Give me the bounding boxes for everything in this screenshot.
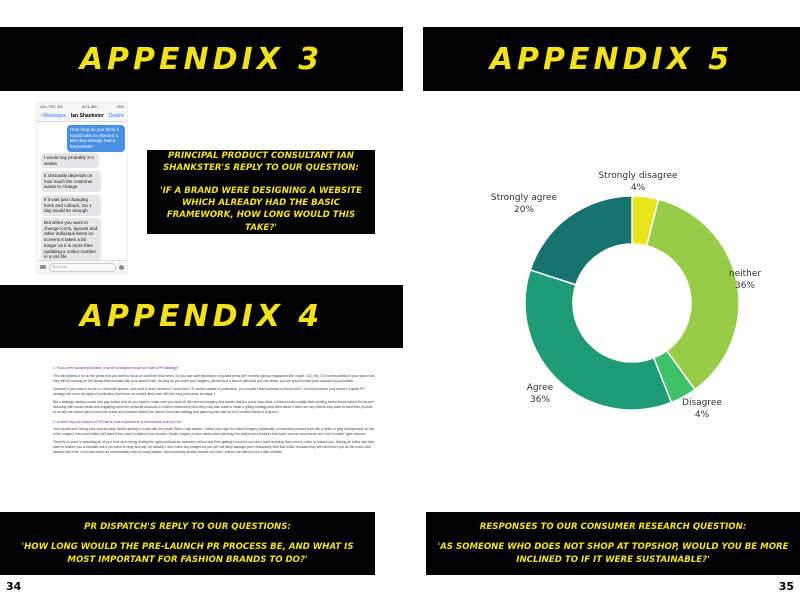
- document-question-1: 1. If you were launching a brand, how far in advance would you start a PR strategy?: [53, 366, 179, 370]
- message-input-bar: [37, 260, 127, 273]
- pr-dispatch-document: [53, 366, 375, 458]
- document-question-2: 2. Is there any one section of PR that is most important for a new fashion brand to do?: [53, 419, 183, 424]
- contact-name: Ian Shankster: [70, 113, 104, 119]
- consultant-reply-box: [147, 150, 375, 234]
- status-bar: [37, 103, 127, 111]
- pr-dispatch-heading: PR DISPATCH'S REPLY TO OUR QUESTIONS:: [84, 521, 291, 532]
- details-link: Details: [108, 113, 124, 119]
- document-paragraph: However if you want to focus on short lead spaces, who tend to work between 1 week and 2.5 months ahead of publication, you wouldn't start outreach to these until 2-3 months before your launch. A great PR strategy will cover all types of publication lead times so should likely start with the long-lead press as stage 1.: [53, 386, 365, 396]
- message-bubble-received: I would say probably 3-4 weeks: [41, 153, 99, 168]
- slice-category-label: Strongly agree: [490, 193, 558, 203]
- document-paragraph: But a strategy usually comes into play before that as you have to make sure you have all the relevant imagery and assets that the press may need, a brand would usually start building brand sense before the launch including with social media and engaging with their personal accounts to build a relationship! And they may also want to make a gifting strategy and think about if there are key editors they want to send free product to to help the editors get to know the brand and products before the launch. And that strategy and planning can start up to 6 months ahead of a launch.: [53, 399, 374, 414]
- message-bubble-received: But when you want to change icons, layouts and other individual items on screens it takes a bit longer as it is more then updating a colour number in a css file: [41, 218, 101, 262]
- back-button: ‹ Messages: [40, 113, 66, 119]
- slice-value-label: 4%: [694, 410, 710, 420]
- appendix-4-title: APPENDIX 4: [79, 299, 324, 334]
- slice-value-label: 36%: [734, 281, 756, 291]
- message-bubble-sent: How long do you think it would take to rebrand a site that already had a framework?: [67, 125, 125, 152]
- consumer-research-question: 'AS SOMEONE WHO DOES NOT SHOP AT TOPSHOP, WOULD YOU BE MORE INCLINED TO IF IT WERE SUSTAINABLE?': [437, 542, 789, 565]
- pr-dispatch-reply-box: [0, 512, 375, 575]
- page-number-left: 34: [6, 580, 22, 593]
- slice-category-label: Agree: [526, 383, 554, 393]
- back-label: Messages: [43, 113, 66, 119]
- appendix-3-title: APPENDIX 3: [79, 41, 324, 77]
- message-bubble-received: If it was just changing fonts and colours, 1to 1 day would be enough: [41, 195, 101, 216]
- imessage-screenshot: [36, 102, 128, 274]
- status-time: 9:21 AM: [81, 104, 97, 109]
- slice-category-label: Disagree: [682, 398, 722, 408]
- consumer-research-donut-chart: [460, 160, 800, 460]
- messages-navbar: [37, 111, 127, 122]
- donut-slice-strongly-agree: [530, 196, 632, 285]
- slice-category-label: Strongly disagree: [598, 171, 678, 181]
- slice-value-label: 4%: [630, 183, 646, 193]
- pr-dispatch-question: 'HOW LONG WOULD THE PRE-LAUNCH PR PROCESS BE, AND WHAT IS MOST IMPORTANT FOR FASHION BRANDS TO DO?': [21, 542, 354, 565]
- appendix-4-banner: [0, 285, 403, 348]
- message-bubble-received: It obviously depends on how much the customer wants to change: [41, 171, 101, 192]
- consumer-research-heading: RESPONSES TO OUR CONSUMER RESEARCH QUESTION:: [479, 521, 747, 532]
- slice-value-label: 20%: [513, 205, 535, 215]
- camera-icon: [40, 265, 46, 269]
- document-paragraph: Your assets and having your assets ready before getting in touch with the press! When I say assets, I mean your high-res edited imagery (especially on standard product shot with a white or grey background) as this is the imagery that most editors will want if they want to feature your product. Model imagery is also useful when pitching into articles and features that focus around new brands and 'one to watch' type features.: [53, 427, 375, 437]
- page-number-right: 35: [778, 580, 794, 593]
- document-paragraph: There is no point in spending all of your time and energy finding the right publications, features, editors and then getting in touch if you don't have anything they need in order to feature you. Having an editor say they want to feature you is fantastic but if you have to reply and say 'oh actually I don't have any images for you yet' will likely damage your relationship with that editor because they will remember you as the brand who wasted their time. It sounds harsh but unfortunately with so many brands, and especially fashion brands out there, editors can afford to be a little ruthless.: [53, 440, 375, 455]
- document-paragraph: This will depend a lot on the press that you want to focus on and their lead times. So you can start pitching to long-lead press (the monthly glossy magazines like Vogue, GQ, etc) 3-6 months ahead of your launch as they will be working on the issues that coincide with your launch then. As long as you have your imagery, pitches and a launch date that you can share, you are good to start your outreach to journalists.: [53, 373, 375, 383]
- consumer-research-box: [426, 512, 800, 575]
- battery-level: 75%: [115, 104, 124, 109]
- slice-category-label: neither: [728, 269, 762, 279]
- appendix-3-banner: [0, 27, 403, 91]
- consultant-heading: PRINCIPAL PRODUCT CONSULTANT IAN SHANKSTER'S REPLY TO OUR QUESTION:: [163, 150, 359, 174]
- imessage-field: iMessage: [49, 263, 116, 272]
- appendix-5-title: APPENDIX 5: [489, 41, 734, 77]
- microphone-icon: [119, 265, 124, 270]
- carrier-signal: ••••• TSC 4G: [40, 104, 63, 109]
- slice-value-label: 36%: [529, 395, 551, 405]
- appendix-5-banner: [423, 27, 800, 91]
- consultant-question: 'IF A BRAND WERE DESIGNING A WEBSITE WHICH ALREADY HAD THE BASIC FRAMEWORK, HOW LONG WOULD THIS TAKE?': [159, 185, 363, 233]
